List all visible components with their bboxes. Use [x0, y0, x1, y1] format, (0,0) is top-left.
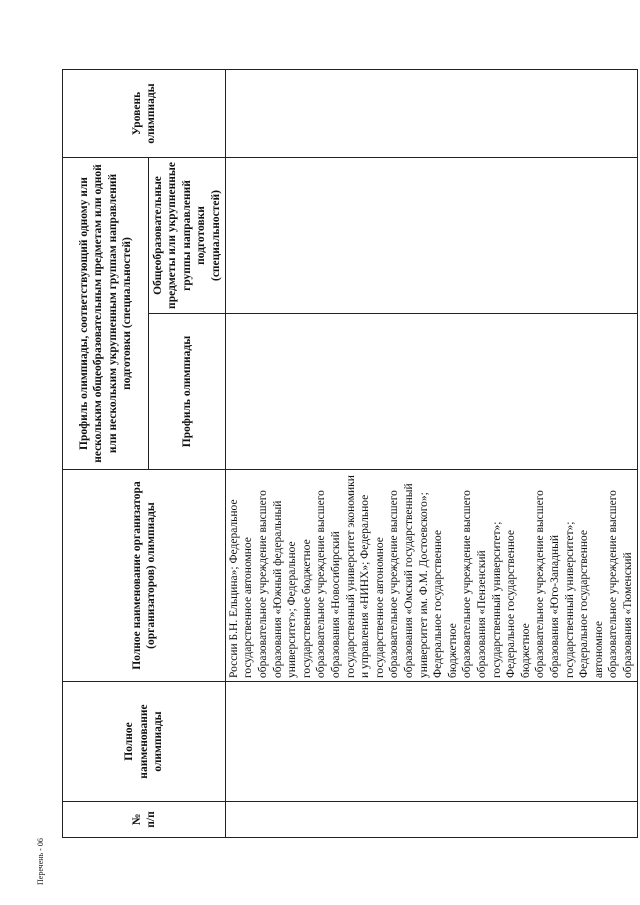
header-olympiad-name: Полное наименование олимпиады: [63, 682, 226, 802]
header-profile-group: Профиль олимпиады, соответствующий одному или нескольким общеобразовательным предметам или одной или нескольким укрупненным группам направлений подготовки (специальностей): [63, 158, 149, 470]
organizer-line: России Б.Н. Ельцина»; Федеральное: [227, 499, 240, 678]
header-level: Уровень олимпиады: [63, 70, 226, 158]
organizer-line: образовательное учреждение высшего: [257, 490, 270, 678]
organizer-line: образовательное учреждение высшего: [388, 490, 401, 678]
organizer-line: образования «Пензенский: [475, 550, 488, 678]
header-organizer: Полное наименование организатора (организаторов) олимпиады: [63, 470, 226, 682]
footer-note: Перечень - 06: [36, 838, 45, 885]
organizer-line: государственный университет экономики: [344, 475, 357, 678]
header-profile: Профиль олимпиады: [149, 314, 226, 470]
organizer-line: государственное автономное: [373, 537, 386, 678]
organizer-line: и управления «НИНХ»; Федеральное: [359, 494, 372, 678]
header-num: № п/п: [63, 802, 226, 838]
cell-num: [225, 802, 637, 838]
organizer-line: образовательное учреждение высшего: [315, 490, 328, 678]
organizer-line: образования «Юго-Западный: [548, 535, 561, 678]
organizer-line: образовательное учреждение высшего: [607, 490, 620, 678]
organizer-line: образовательное учреждение высшего: [534, 490, 547, 678]
cell-olympiad-name: [225, 682, 637, 802]
organizer-line: образовательное учреждение высшего: [461, 490, 474, 678]
cell-subjects: [225, 158, 637, 314]
organizer-line: образования «Омский государственный: [403, 483, 415, 678]
organizer-line: Федеральное государственное автономное: [578, 529, 605, 678]
cell-profile: [225, 314, 637, 470]
organizer-line: образования «Тюменский: [621, 552, 634, 678]
cell-organizer: [225, 470, 637, 682]
organizer-line: образования «Южный федеральный: [271, 500, 284, 678]
organizer-line: университет им. Ф.М. Достоевского»;: [417, 492, 430, 678]
olympiad-table: [62, 69, 638, 838]
cell-level: [225, 70, 637, 158]
organizer-line: государственное бюджетное: [300, 539, 313, 678]
organizer-line: университет»; Федеральное: [286, 541, 299, 678]
organizer-line: государственный университет»;: [490, 521, 503, 678]
header-subjects: Общеобразовательные предметы или укрупненные группы направлений подготовки (специальностей): [149, 158, 226, 314]
organizer-line: государственное автономное: [242, 537, 255, 678]
organizer-line: Федеральное государственное бюджетное: [505, 529, 532, 678]
organizer-line: образования «Новосибирский: [330, 531, 343, 678]
organizer-line: Федеральное государственное бюджетное: [432, 529, 459, 678]
organizer-line: государственный университет»;: [563, 521, 576, 678]
olympiad-table-container: [62, 70, 634, 838]
organizer-text: [227, 473, 636, 678]
